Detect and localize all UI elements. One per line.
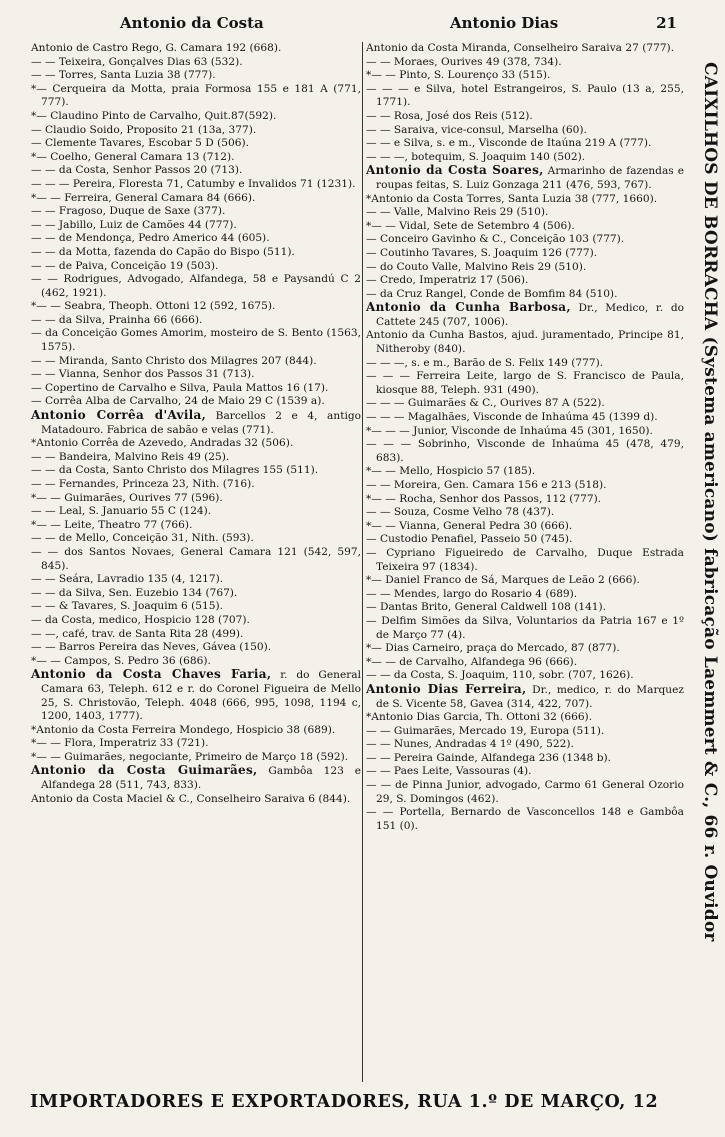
- entry-text: *— Dias Carneiro, praça do Mercado, 87 (877).: [366, 642, 620, 655]
- directory-entry: [366, 397, 684, 411]
- directory-entry: [366, 711, 684, 725]
- entry-text: — Coutinho Tavares, S. Joaquim 126 (777).: [366, 246, 598, 259]
- directory-entry: [31, 793, 361, 807]
- entry-text: Antonio da Cunha Bastos, ajud. juramentado, Principe 81, Nitheroby (840).: [366, 329, 684, 356]
- directory-entry: [366, 752, 684, 766]
- footer-advertisement: IMPORTADORES E EXPORTADORES, RUA 1.º DE MARÇO, 12: [30, 1092, 659, 1112]
- entry-text: — — da Costa, S. Joaquim, 110, sobr. (707, 1626).: [366, 669, 634, 682]
- directory-entry: [366, 357, 684, 371]
- directory-entry: [31, 505, 361, 519]
- entry-text: — — Bandeira, Malvino Reis 49 (25).: [31, 450, 230, 463]
- entry-text: — Conceiro Gavinho & C., Conceição 103 (777).: [366, 233, 625, 246]
- entry-text: — — da Motta, fazenda do Capão do Bispo (511).: [31, 245, 295, 258]
- directory-entry: [366, 83, 684, 110]
- directory-entry: [31, 178, 361, 192]
- entry-text: Dr., medico, r. do Marquez de S. Vicente 58, Gavea (314, 422, 707).: [376, 683, 684, 710]
- entry-text: *— — Ferreira, General Camara 84 (666).: [31, 191, 256, 204]
- entry-text: — — — Guimarães & C., Ourives 87 A (522).: [366, 397, 605, 410]
- directory-entry: [366, 779, 684, 806]
- directory-entry: [366, 56, 684, 70]
- directory-entry: [366, 124, 684, 138]
- entry-text: — — Seára, Lavradio 135 (4, 1217).: [31, 573, 224, 586]
- entry-text: *Antonio Corrêa de Azevedo, Andradas 32 (506).: [31, 437, 294, 450]
- directory-entry: [366, 601, 684, 615]
- entry-text: — Clemente Tavares, Escobar 5 D (506).: [31, 137, 249, 150]
- entry-text: — Custodio Penafiel, Passeio 50 (745).: [366, 533, 573, 546]
- entry-text: *— Cerqueira da Motta, praia Formosa 155 e 181 A (771, 777).: [31, 82, 361, 109]
- entry-text: Antonio da Costa Maciel & C., Conselheiro Saraiva 6 (844).: [31, 792, 351, 805]
- entry-text: *— — Guimarães, Ourives 77 (596).: [31, 491, 223, 504]
- entry-text: — — Mendes, largo do Rosario 4 (689).: [366, 587, 578, 600]
- entry-text: — da Cruz Rangel, Conde de Bomfim 84 (510).: [366, 287, 618, 300]
- directory-entry: [366, 642, 684, 656]
- entry-text: *— — Guimarães, negociante, Primeiro de Março 18 (592).: [31, 750, 349, 763]
- entry-text: — — Fernandes, Princeza 23, Nith. (716).: [31, 478, 255, 490]
- entry-text: *— — de Carvalho, Alfandega 96 (666).: [366, 655, 578, 668]
- directory-entry: [31, 724, 361, 738]
- directory-entry: [366, 151, 684, 165]
- entry-text: — — — Magalhães, Visconde de Inhaúma 45 (1399 d).: [366, 411, 658, 424]
- directory-entry: [31, 737, 361, 751]
- entry-text: *— — Flora, Imperatriz 33 (721).: [31, 737, 209, 750]
- entry-text: — Delfim Simões da Silva, Voluntarios da Patria 167 e 1º de Março 77 (4).: [366, 614, 684, 641]
- entry-text: Armarinho de fazendas e roupas feitas, S. Luiz Gonzaga 211 (476, 593, 767).: [376, 165, 684, 191]
- entry-text: — — da Silva, Prainha 66 (666).: [31, 313, 203, 326]
- directory-entry: [366, 465, 684, 479]
- directory-entry: [366, 288, 684, 302]
- directory-entry: [31, 464, 361, 478]
- directory-entry: [366, 425, 684, 439]
- entry-text: — — da Silva, Sen. Euzebio 134 (767).: [31, 586, 238, 599]
- directory-entry: [31, 192, 361, 206]
- entry-text: — — Leal, S. Januario 55 C (124).: [31, 505, 212, 518]
- directory-entry: [366, 765, 684, 779]
- directory-entry: [366, 669, 684, 683]
- directory-entry: [366, 738, 684, 752]
- directory-entry: [31, 668, 361, 723]
- directory-entry: [366, 506, 684, 520]
- directory-entry: [31, 69, 361, 83]
- directory-entry: [31, 42, 361, 56]
- directory-entry: [31, 205, 361, 219]
- entry-text: — — de Mello, Conceição 31, Nith. (593).: [31, 532, 254, 545]
- entry-text: — Cypriano Figueiredo de Carvalho, Duque Estrada Teixeira 97 (1834).: [366, 546, 684, 573]
- directory-entry: [31, 437, 361, 451]
- directory-entry: [31, 492, 361, 506]
- directory-entry: [31, 382, 361, 396]
- directory-entry: [31, 628, 361, 642]
- directory-entry: [31, 546, 361, 573]
- entry-text: — — da Costa, Senhor Passos 20 (713).: [31, 164, 243, 177]
- directory-entry: [31, 764, 361, 792]
- directory-entry: [366, 301, 684, 329]
- entry-text: — — e Silva, s. e m., Visconde de Itaúna 219 A (777).: [366, 137, 652, 150]
- directory-entry: [366, 656, 684, 670]
- entry-text: *— — Campos, S. Pedro 36 (686).: [31, 654, 211, 667]
- directory-entry: [366, 261, 684, 275]
- entry-main-name: Antonio da Costa Guimarães,: [31, 763, 258, 778]
- directory-entry: [31, 124, 361, 138]
- entry-text: — da Conceição Gomes Amorim, mosteiro de S. Bento (1563, 1575).: [31, 327, 361, 354]
- directory-entry: [366, 164, 684, 192]
- entry-text: — — — Sobrinho, Visconde de Inhaúma 45 (478, 479, 683).: [366, 438, 684, 464]
- entry-text: — Claudio Soido, Proposito 21 (13a, 377).: [31, 123, 257, 136]
- entry-text: *— — Leite, Theatro 77 (766).: [31, 518, 193, 531]
- entry-text: — — —, botequim, S. Joaquim 140 (502).: [366, 150, 586, 163]
- entry-text: — — — Ferreira Leite, largo de S. Francisco de Paula, kiosque 88, Teleph. 931 (490).: [366, 370, 684, 396]
- entry-main-name: Antonio Dias Ferreira,: [366, 681, 527, 696]
- directory-entry: [31, 368, 361, 382]
- directory-entry: [31, 614, 361, 628]
- directory-entry: [31, 519, 361, 533]
- entry-text: — do Couto Valle, Malvino Reis 29 (510).: [366, 260, 587, 273]
- directory-entry: [366, 193, 684, 207]
- entry-text: — — de Pinna Junior, advogado, Carmo 61 General Ozorio 29, S. Domingos (462).: [366, 779, 684, 805]
- entry-text: *— Coelho, General Camara 13 (712).: [31, 150, 235, 163]
- directory-entry: [366, 683, 684, 711]
- entry-text: Barcellos 2 e 4, antigo Matadouro. Fabrica de sabão e velas (771).: [41, 410, 361, 436]
- entry-text: *— — Mello, Hospicio 57 (185).: [366, 465, 536, 478]
- entry-text: *— Daniel Franco de Sá, Marques de Leão 2 (666).: [366, 574, 640, 587]
- directory-entry: [366, 247, 684, 261]
- right-column: [366, 42, 684, 1082]
- entry-text: — Credo, Imperatriz 17 (506).: [366, 274, 529, 287]
- directory-entry: [31, 587, 361, 601]
- entry-text: — — — e Silva, hotel Estrangeiros, S. Paulo (13 a, 255, 1771).: [366, 82, 684, 109]
- side-advertisement: [690, 62, 720, 1082]
- directory-entry: [366, 137, 684, 151]
- entry-text: *Antonio Dias Garcia, Th. Ottoni 32 (666).: [366, 711, 593, 724]
- directory-entry: [31, 219, 361, 233]
- entry-text: — — Jabillo, Luiz de Camões 44 (777).: [31, 218, 237, 231]
- entry-text: — — —, s. e m., Barão de S. Felix 149 (777).: [366, 356, 604, 369]
- directory-entry: [31, 300, 361, 314]
- directory-entry: [31, 232, 361, 246]
- directory-entry: [31, 83, 361, 110]
- entry-text: — — Torres, Santa Luzia 38 (777).: [31, 69, 216, 82]
- header-right-name: Antonio Dias: [450, 14, 559, 32]
- page-number: 21: [656, 14, 677, 32]
- entry-text: — — Fragoso, Duque de Saxe (377).: [31, 205, 226, 218]
- entry-text: r. do General Camara 63, Teleph. 612 e r. do Coronel Figueira de Mello 25, S. Christovão, Teleph. 4048 (666, 995, 1098, 1194 c, 1200, 1403, 1777).: [41, 669, 361, 723]
- directory-entry: [366, 725, 684, 739]
- entry-text: — — Pereira Gainde, Alfandega 236 (1348 b).: [366, 751, 612, 764]
- entry-text: — da Costa, medico, Hospicio 128 (707).: [31, 613, 250, 626]
- entry-text: — — Portella, Bernardo de Vasconcellos 148 e Gambôa 151 (0).: [366, 806, 684, 832]
- side-ad-text: CAIXILHOS DE BORRACHA (Systema americano) fabricação Laemmert & C., 66 r. Ouvidor: [700, 62, 720, 942]
- entry-text: *— — — Junior, Visconde de Inhaúma 45 (301, 1650).: [366, 424, 653, 437]
- entry-text: — — — Pereira, Floresta 71, Catumby e Invalidos 71 (1231).: [31, 177, 356, 190]
- directory-entry: [31, 655, 361, 669]
- entry-text: — — Moreira, Gen. Camara 156 e 213 (518).: [366, 479, 607, 491]
- entry-text: *— — Pinto, S. Lourenço 33 (515).: [366, 69, 551, 82]
- directory-entry: [366, 533, 684, 547]
- entry-text: — Dantas Brito, General Caldwell 108 (141).: [366, 601, 607, 614]
- directory-entry: [31, 164, 361, 178]
- entry-text: — — Teixeira, Gonçalves Dias 63 (532).: [31, 55, 243, 68]
- directory-entry: [366, 233, 684, 247]
- entry-text: Dr., Medico, r. do Cattete 245 (707, 1006).: [376, 302, 684, 328]
- directory-entry: [366, 520, 684, 534]
- directory-entry: [366, 370, 684, 397]
- directory-entry: [31, 260, 361, 274]
- entry-text: — — Paes Leite, Vassouras (4).: [366, 765, 532, 778]
- directory-entry: [366, 479, 684, 493]
- directory-entry: [31, 641, 361, 655]
- entry-text: — — Rosa, José dos Reis (512).: [366, 109, 533, 122]
- left-column: [31, 42, 361, 1082]
- directory-entry: [31, 56, 361, 70]
- entry-text: — — de Paiva, Conceição 19 (503).: [31, 259, 219, 272]
- entry-text: — — Barros Pereira das Neves, Gávea (150).: [31, 641, 272, 654]
- directory-entry: [31, 327, 361, 354]
- entry-text: *— — Vianna, General Pedra 30 (666).: [366, 519, 573, 532]
- entry-text: *Antonio da Costa Ferreira Mondego, Hospicio 38 (689).: [31, 723, 336, 736]
- entry-text: — Copertino de Carvalho e Silva, Paula Mattos 16 (17).: [31, 381, 329, 394]
- entry-text: Gambôa 123 e Alfandega 28 (511, 743, 833).: [41, 765, 361, 792]
- entry-text: — — de Mendonça, Pedro Americo 44 (605).: [31, 232, 270, 245]
- header-left-name: Antonio da Costa: [120, 14, 264, 32]
- directory-entry: [31, 314, 361, 328]
- directory-entry: [366, 220, 684, 234]
- directory-entry: [366, 615, 684, 642]
- directory-entry: [31, 246, 361, 260]
- directory-entry: [31, 478, 361, 492]
- entry-main-name: Antonio da Costa Soares,: [366, 163, 544, 178]
- entry-text: — — Miranda, Santo Christo dos Milagres 207 (844).: [31, 354, 317, 367]
- directory-entry: [366, 493, 684, 507]
- entry-main-name: Antonio da Cunha Barbosa,: [366, 300, 571, 315]
- directory-entry: [366, 411, 684, 425]
- directory-entry: [366, 274, 684, 288]
- directory-entry: [31, 532, 361, 546]
- column-divider: [362, 42, 363, 1082]
- directory-entry: [366, 42, 684, 56]
- entry-text: *Antonio da Costa Torres, Santa Luzia 38 (777, 1660).: [366, 192, 658, 205]
- directory-entry: [31, 355, 361, 369]
- directory-entry: [366, 206, 684, 220]
- directory-entry: [31, 751, 361, 765]
- entry-text: — Corrêa Alba de Carvalho, 24 de Maio 29 C (1539 a).: [31, 395, 325, 408]
- entry-text: — — Souza, Cosme Velho 78 (437).: [366, 506, 555, 519]
- entry-text: — — Nunes, Andradas 4 1º (490, 522).: [366, 738, 574, 751]
- directory-entry: [31, 137, 361, 151]
- directory-entry: [366, 69, 684, 83]
- entry-text: — — Guimarães, Mercado 19, Europa (511).: [366, 724, 605, 737]
- entry-text: — — Rodrigues, Advogado, Alfandega, 58 e Paysandú C 2 (462, 1921).: [31, 273, 361, 299]
- directory-entry: [366, 110, 684, 124]
- entry-text: — — Valle, Malvino Reis 29 (510).: [366, 206, 549, 219]
- directory-entry: [31, 151, 361, 165]
- entry-main-name: Antonio da Costa Chaves Faria,: [31, 667, 272, 682]
- directory-entry: [366, 329, 684, 356]
- entry-text: — — da Costa, Santo Christo dos Milagres 155 (511).: [31, 464, 319, 477]
- directory-entry: [366, 547, 684, 574]
- directory-entry: [31, 110, 361, 124]
- entry-text: *— Claudino Pinto de Carvalho, Quit.87(592).: [31, 109, 277, 122]
- directory-entry: [366, 574, 684, 588]
- page-header: [30, 12, 717, 38]
- entry-text: — — dos Santos Novaes, General Camara 121 (542, 597, 845).: [31, 545, 361, 572]
- entry-text: — — & Tavares, S. Joaquim 6 (515).: [31, 600, 224, 613]
- entry-main-name: Antonio Corrêa d'Avila,: [31, 408, 207, 423]
- directory-entry: [31, 451, 361, 465]
- entry-text: *— — Rocha, Senhor dos Passos, 112 (777).: [366, 492, 602, 505]
- directory-entry: [31, 273, 361, 300]
- entry-text: — — Vianna, Senhor dos Passos 31 (713).: [31, 368, 255, 381]
- entry-text: — — Saraiva, vice-consul, Marselha (60).: [366, 123, 587, 136]
- entry-text: Antonio de Castro Rego, G. Camara 192 (668).: [31, 42, 282, 54]
- entry-text: Antonio da Costa Miranda, Conselheiro Saraiva 27 (777).: [366, 42, 675, 54]
- directory-entry: [31, 409, 361, 437]
- entry-text: *— — Vidal, Sete de Setembro 4 (506).: [366, 219, 575, 232]
- directory-entry: [31, 600, 361, 614]
- directory-entry: [366, 438, 684, 465]
- directory-entry: [366, 806, 684, 833]
- entry-text: *— — Seabra, Theoph. Ottoni 12 (592, 1675).: [31, 300, 276, 313]
- directory-entry: [366, 588, 684, 602]
- entry-text: — —, café, trav. de Santa Rita 28 (499).: [31, 627, 244, 640]
- entry-text: — — Moraes, Ourives 49 (378, 734).: [366, 55, 562, 68]
- directory-entry: [31, 395, 361, 409]
- directory-entry: [31, 573, 361, 587]
